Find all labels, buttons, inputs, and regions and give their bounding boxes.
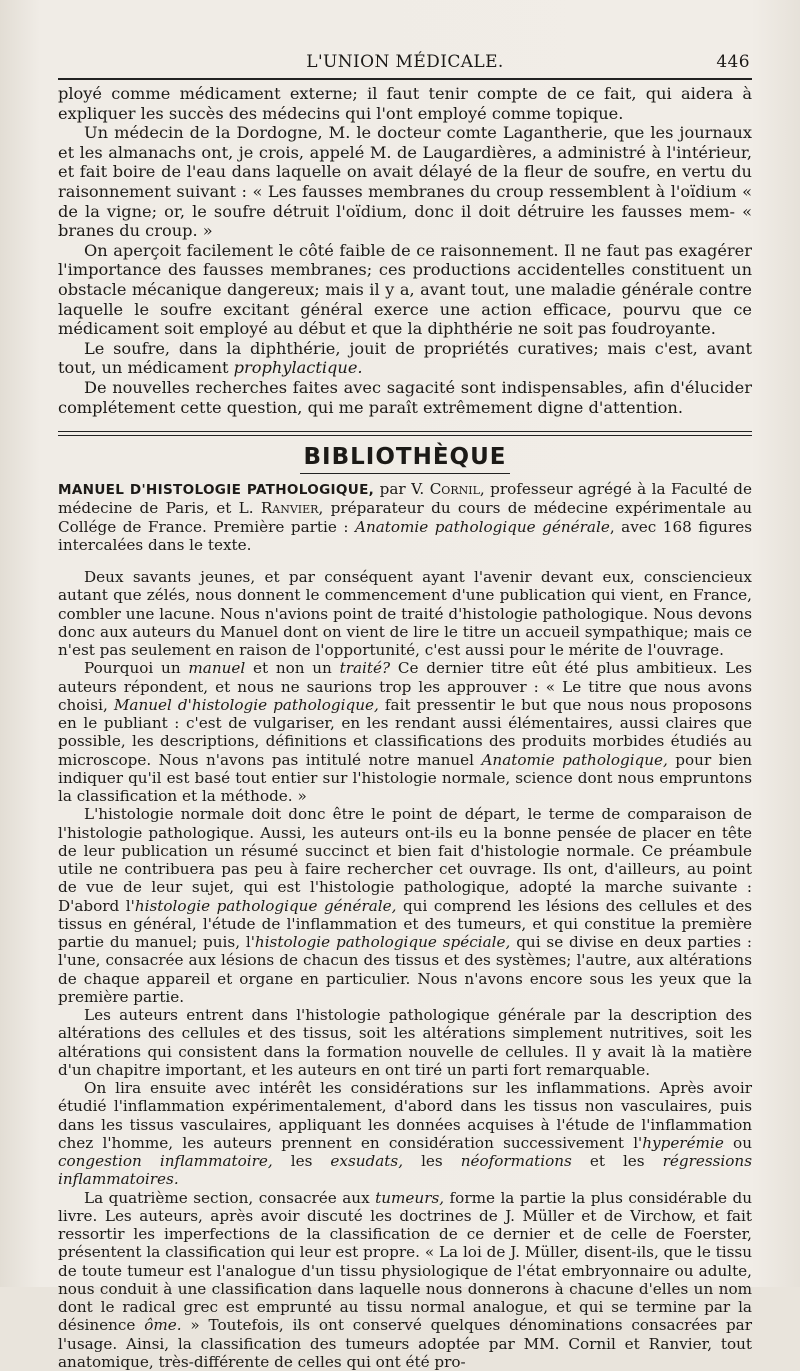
paragraph: Pourquoi un manuel et non un traité? Ce dernier titre eût été plus ambitieux. Les auteurs répondent, et nous ne saurions trop les approuver : « Le titre que nous avons choisi, Manuel d'histologie pathologique, fait pressentir le but que nous nous proposons en le publiant : c'est de vulgariser, en les rendant aussi élémentaires, aussi claires que possible, les descriptions, définitions et classifications des produits morbides étudiés au microscope. Nous n'avons pas intitulé notre manuel Anatomie pathologique, pour bien indiquer qu'il est basé tout entier sur l'histologie normale, science dont nous empruntons la classification et la méthode. »: [58, 659, 753, 806]
paragraph: L'histologie normale doit donc être le point de départ, le terme de comparaison de l'histologie pathologique. Aussi, les auteurs ont-ils eu la bonne pensée de placer en tête de leur publication un résumé succinct et bien fait d'histologie normale. Ce préambule utile ne contribuera pas peu à faire rechercher cet ouvrage. Ils ont, d'ailleurs, au point de vue de leur sujet, qui est l'histologie pathologique, adopté la marche suivante : D'abord l'histologie pathologique générale, qui comprend les lésions des cellules et des tissus en général, l'étude de l'inflammation et des tumeurs, et qui constitue la première partie du manuel; puis, l'histologie pathologique spéciale, qui se divise en deux parties : l'une, consacrée aux lésions de chacun des tissus et des systèmes; l'autre, aux altérations de chaque appareil et organe en particulier. Nous n'avons encore sous les yeux que la première partie.: [58, 805, 753, 1006]
book-review: [58, 480, 752, 1371]
running-head: [58, 42, 752, 78]
paragraph: Deux savants jeunes, et par conséquent ayant l'avenir devant eux, consciencieux autant que zélés, nous donnent le commencement d'une publication qui vient, en France, combler une lacune. Nous n'avions point de traité d'histologie pathologique. Nous devons donc aux auteurs du Manuel dont on vient de lire le titre un accueil sympathique; mais ce n'est pas seulement en raison de l'opportunité, c'est aussi pour le mérite de l'ouvrage.: [58, 568, 752, 660]
author-name: Cornil: [429, 480, 480, 499]
header-rule: [58, 78, 752, 80]
book-title: MANUEL D'HISTOLOGIE PATHOLOGIQUE,: [58, 482, 375, 499]
paragraph: La quatrième section, consacrée aux tumeurs, forme la partie la plus considérable du livre. Les auteurs, après avoir discuté les doctrines de J. Müller et de Virchow, et fait ressortir les imperfections de la classification de ce dernier et de celle de Foerster, présentent la classification qui leur est propre. « La loi de J. Müller, disent-ils, que le tissu de toute tumeur est l'analogue d'un tissu physiologique de l'état embryonnaire ou adulte, nous conduit à une classification dans laquelle nous donnerons à chacune d'elles un nom dont le radical grec est emprunté au tissu normal analogue, et qui se termine par la désinence ôme. » Toutefois, ils ont conservé quelques dénominations consacrées par l'usage. Ainsi, la classification des tumeurs adoptée par MM. Cornil et Ranvier, tout anatomique, très-différente de celles qui ont été pro-: [58, 1188, 753, 1371]
paragraph: Les auteurs entrent dans l'histologie pathologique générale par la description des altérations des cellules et des tissus, soit les altérations simplement nutritives, soit les altérations qui consistent dans la formation nouvelle de cellules. Il y avait là la matière d'un chapitre important, et les auteurs en ont tiré un parti fort remarquable.: [58, 1006, 752, 1079]
paragraph: On lira ensuite avec intérêt les considérations sur les inflammations. Après avoir étudié l'inflammation expérimentalement, d'abord dans les tissus non vasculaires, puis dans les tissus vasculaires, appliquant les données acquises à l'étude de l'inflammation chez l'homme, les auteurs prennent en considération successivement l'hyperémie ou congestion inflammatoire, les exsudats, les néoformations et les régressions inflammatoires.: [58, 1079, 753, 1189]
section-title: [58, 444, 752, 474]
author-name: Ranvier: [260, 499, 319, 518]
paragraph: Le soufre, dans la diphthérie, jouit de propriétés curatives; mais c'est, avant tout, un médicament prophylactique.: [58, 338, 752, 378]
book-entry: MANUEL D'HISTOLOGIE PATHOLOGIQUE, par V. Cornil, professeur agrégé à la Faculté de médecine de Paris, et L. Ranvier, préparateur du cours de médecine expérimentale au Collége de France. Première partie : Anatomie pathologique générale, avec 168 figures intercalées dans le texte.: [58, 480, 752, 554]
paragraph: ployé comme médicament externe; il faut tenir compte de ce fait, qui aidera à expliquer les succès des médecins qui l'ont employé comme topique.: [58, 84, 752, 123]
page-number: 446: [716, 52, 750, 72]
article-continuation: [58, 84, 752, 417]
section-divider: [58, 431, 752, 436]
running-title: L'UNION MÉDICALE.: [306, 52, 504, 72]
section-title-text: BIBLIOTHÈQUE: [300, 444, 511, 474]
paragraph: On aperçoit facilement le côté faible de ce raisonnement. Il ne faut pas exagérer l'importance des fausses membranes; ces productions accidentelles constituent un obstacle mécanique dangereux; mais il y a, avant tout, une maladie générale contre laquelle le soufre excitant général exerce une action efficace, pourvu que ce médicament soit employé au début et que la diphthérie ne soit pas foudroyante.: [58, 240, 752, 339]
paragraph: Un médecin de la Dordogne, M. le docteur comte Lagantherie, que les journaux et les almanachs ont, je crois, appelé M. de Laugardières, a administré à l'intérieur, et fait boire de l'eau dans laquelle on avait délayé de la fleur de soufre, en vertu du raisonnement suivant : « Les fausses membranes du croup ressemblent à l'oïdium « de la vigne; or, le soufre détruit l'oïdium, donc il doit détruire les fausses mem- « branes du croup. »: [58, 123, 752, 241]
paragraph: De nouvelles recherches faites avec sagacité sont indispensables, afin d'élucider complétement cette question, qui me paraît extrêmement digne d'attention.: [58, 377, 752, 417]
